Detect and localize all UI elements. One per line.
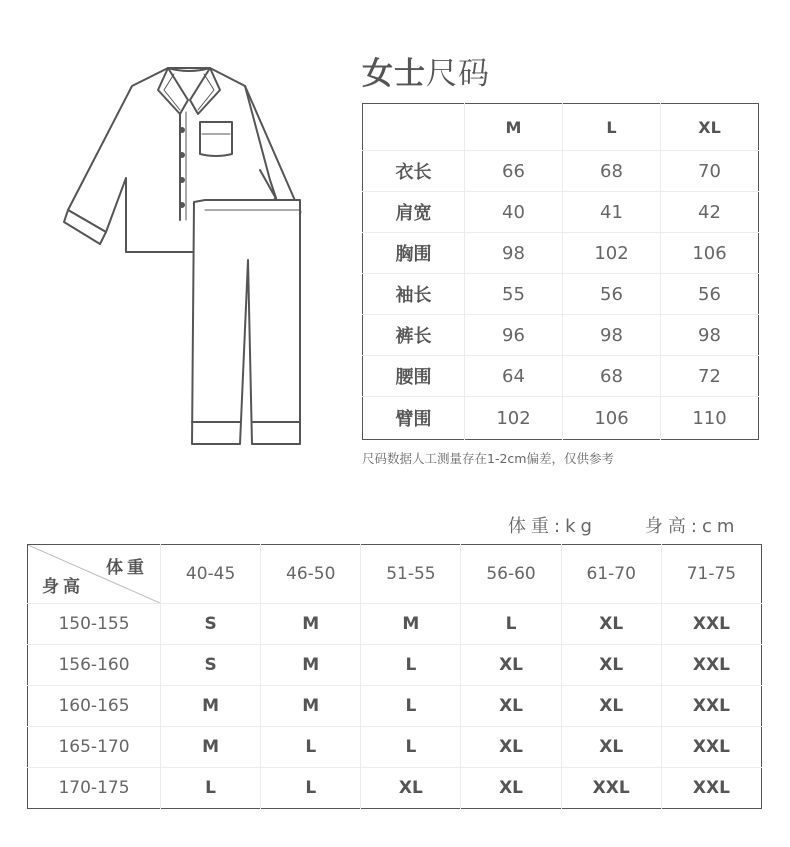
measure-value: 68: [563, 356, 661, 397]
table-row: [363, 397, 759, 440]
table-row: [28, 645, 762, 686]
measure-value: 106: [661, 233, 759, 274]
weight-range-header: 71-75: [661, 545, 761, 604]
size-cell: S: [161, 604, 261, 645]
weight-range-header: 40-45: [161, 545, 261, 604]
size-cell: M: [161, 727, 261, 768]
size-cell: M: [261, 686, 361, 727]
measure-value: 68: [563, 151, 661, 192]
table-row: [363, 315, 759, 356]
measure-label: 胸围: [363, 233, 465, 274]
size-table: [362, 103, 759, 440]
table-row: [28, 604, 762, 645]
size-cell: XL: [361, 768, 461, 809]
measure-value: 102: [563, 233, 661, 274]
recommendation-header: [28, 545, 762, 604]
height-range-label: 165-170: [28, 727, 161, 768]
measure-value: 98: [563, 315, 661, 356]
size-cell: M: [261, 645, 361, 686]
measure-label: 臂围: [363, 397, 465, 440]
size-column-header: L: [563, 104, 661, 151]
corner-weight-label: 体重: [106, 558, 148, 578]
height-range-label: 150-155: [28, 604, 161, 645]
measure-value: 64: [465, 356, 563, 397]
size-cell: XXL: [661, 604, 761, 645]
size-cell: XXL: [661, 727, 761, 768]
size-cell: XXL: [661, 768, 761, 809]
measure-value: 98: [661, 315, 759, 356]
pajama-illustration-icon: [60, 60, 310, 456]
measure-value: 55: [465, 274, 563, 315]
page-title: [362, 48, 490, 93]
measure-value: 72: [661, 356, 759, 397]
size-cell: XL: [461, 686, 561, 727]
size-cell: S: [161, 645, 261, 686]
size-cell: XL: [561, 645, 661, 686]
measure-value: 96: [465, 315, 563, 356]
measure-label: 裤长: [363, 315, 465, 356]
table-row: [363, 274, 759, 315]
size-cell: XL: [561, 686, 661, 727]
height-range-label: 160-165: [28, 686, 161, 727]
size-cell: L: [261, 727, 361, 768]
measurement-note: 尺码数据人工测量存在1-2cm偏差，仅供参考: [362, 451, 614, 466]
measure-value: 56: [661, 274, 759, 315]
measure-value: 70: [661, 151, 759, 192]
size-cell: XL: [461, 768, 561, 809]
height-range-label: 170-175: [28, 768, 161, 809]
measure-value: 41: [563, 192, 661, 233]
measure-value: 110: [661, 397, 759, 440]
size-cell: L: [361, 727, 461, 768]
table-row: [28, 768, 762, 809]
table-row: [28, 686, 762, 727]
table-row: [28, 727, 762, 768]
size-cell: XL: [461, 727, 561, 768]
measure-value: 42: [661, 192, 759, 233]
table-row: [363, 356, 759, 397]
height-unit: 身高:cm: [644, 516, 740, 537]
title-normal: 尺码: [426, 56, 490, 92]
size-table-header: [363, 104, 759, 151]
measure-value: 56: [563, 274, 661, 315]
measure-value: 40: [465, 192, 563, 233]
table-row: [363, 192, 759, 233]
size-cell: XXL: [561, 768, 661, 809]
size-cell: L: [461, 604, 561, 645]
size-column-header: XL: [661, 104, 759, 151]
corner-height-label: 身高: [42, 577, 84, 597]
size-cell: XL: [561, 727, 661, 768]
size-cell: M: [161, 686, 261, 727]
weight-range-header: 56-60: [461, 545, 561, 604]
size-cell: XXL: [661, 686, 761, 727]
size-recommendation-table: [27, 544, 762, 809]
measure-value: 98: [465, 233, 563, 274]
size-cell: XL: [561, 604, 661, 645]
size-cell: M: [261, 604, 361, 645]
size-cell: L: [261, 768, 361, 809]
size-cell: L: [161, 768, 261, 809]
weight-range-header: 51-55: [361, 545, 461, 604]
size-cell: XXL: [661, 645, 761, 686]
weight-unit: 体重:kg: [508, 516, 597, 537]
table-corner: [28, 545, 161, 604]
size-cell: L: [361, 645, 461, 686]
table-row: [363, 151, 759, 192]
measure-value: 66: [465, 151, 563, 192]
size-cell: M: [361, 604, 461, 645]
height-range-label: 156-160: [28, 645, 161, 686]
size-cell: XL: [461, 645, 561, 686]
size-table-corner: [363, 104, 465, 151]
title-bold: 女士: [362, 56, 426, 92]
size-cell: L: [361, 686, 461, 727]
measure-label: 腰围: [363, 356, 465, 397]
weight-range-header: 61-70: [561, 545, 661, 604]
measure-label: 衣长: [363, 151, 465, 192]
size-column-header: M: [465, 104, 563, 151]
measure-value: 102: [465, 397, 563, 440]
weight-range-header: 46-50: [261, 545, 361, 604]
table-row: [363, 233, 759, 274]
measure-label: 袖长: [363, 274, 465, 315]
units-legend: [508, 512, 739, 538]
measure-label: 肩宽: [363, 192, 465, 233]
measure-value: 106: [563, 397, 661, 440]
